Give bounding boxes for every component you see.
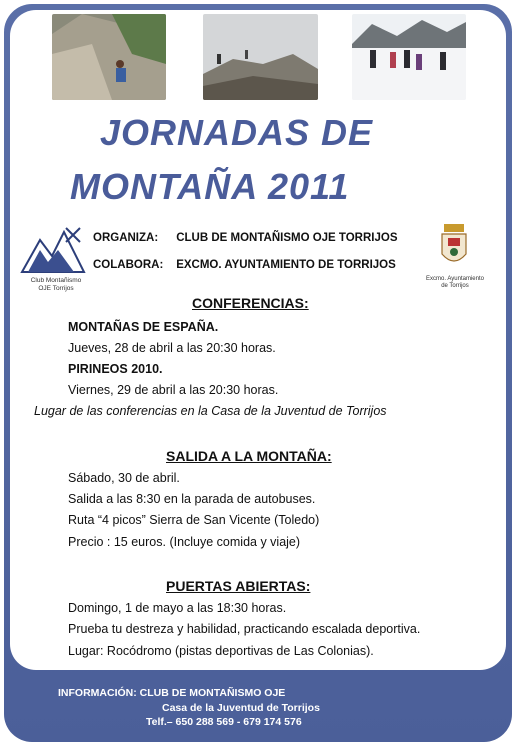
organiza-row — [93, 232, 398, 244]
salida-line-2: Salida a las 8:30 en la parada de autobuses. — [68, 492, 316, 506]
footer-phones: Telf.– 650 288 569 - 679 174 576 — [146, 716, 302, 728]
conference-venue: Lugar de las conferencias en la Casa de la Juventud de Torrijos — [34, 404, 387, 418]
club-logo-icon — [18, 222, 88, 278]
puertas-line-1: Domingo, 1 de mayo a las 18:30 horas. — [68, 601, 287, 615]
organiza-label: ORGANIZA: — [93, 232, 159, 244]
puertas-line-3: Lugar: Rocódromo (pistas deportivas de Las Colonias). — [68, 644, 374, 658]
talk1-title: MONTAÑAS DE ESPAÑA. — [68, 320, 219, 334]
salida-heading: SALIDA A LA MONTAÑA: — [166, 448, 332, 464]
coat-of-arms-icon — [438, 222, 470, 272]
salida-line-3: Ruta “4 picos” Sierra de San Vicente (Toledo) — [68, 513, 320, 527]
snow-hikers-photo — [352, 14, 466, 100]
foggy-summit-photo — [203, 14, 318, 100]
title-line-1: JORNADAS DE — [100, 112, 374, 153]
footer-place: Casa de la Juventud de Torrijos — [162, 702, 320, 714]
poster-body — [10, 10, 506, 670]
organiza-value: CLUB DE MONTAÑISMO OJE TORRIJOS — [176, 232, 398, 244]
puertas-heading: PUERTAS ABIERTAS: — [166, 578, 311, 594]
colabora-value: EXCMO. AYUNTAMIENTO DE TORRIJOS — [176, 259, 396, 271]
talk2-date: Viernes, 29 de abril a las 20:30 horas. — [68, 383, 279, 397]
puertas-line-2: Prueba tu destreza y habilidad, practicando escalada deportiva. — [68, 622, 421, 636]
conferencias-heading: CONFERENCIAS: — [192, 295, 309, 311]
colabora-row — [93, 259, 396, 271]
footer-info: INFORMACIÓN: CLUB DE MONTAÑISMO OJE — [58, 687, 286, 699]
salida-line-4: Precio : 15 euros. (Incluye comida y viaje) — [68, 535, 301, 549]
climbing-photo — [52, 14, 166, 100]
salida-line-1: Sábado, 30 de abril. — [68, 471, 180, 485]
club-logo-caption: Club Montañismo OJE Torrijos — [30, 277, 82, 292]
talk2-title: PIRINEOS 2010. — [68, 362, 163, 376]
talk1-date: Jueves, 28 de abril a las 20:30 horas. — [68, 341, 276, 355]
ayto-logo-caption: Excmo. Ayuntamiento de Torrijos — [426, 276, 484, 289]
colabora-label: COLABORA: — [93, 259, 164, 271]
title-line-2: MONTAÑA 2011 — [70, 166, 350, 207]
